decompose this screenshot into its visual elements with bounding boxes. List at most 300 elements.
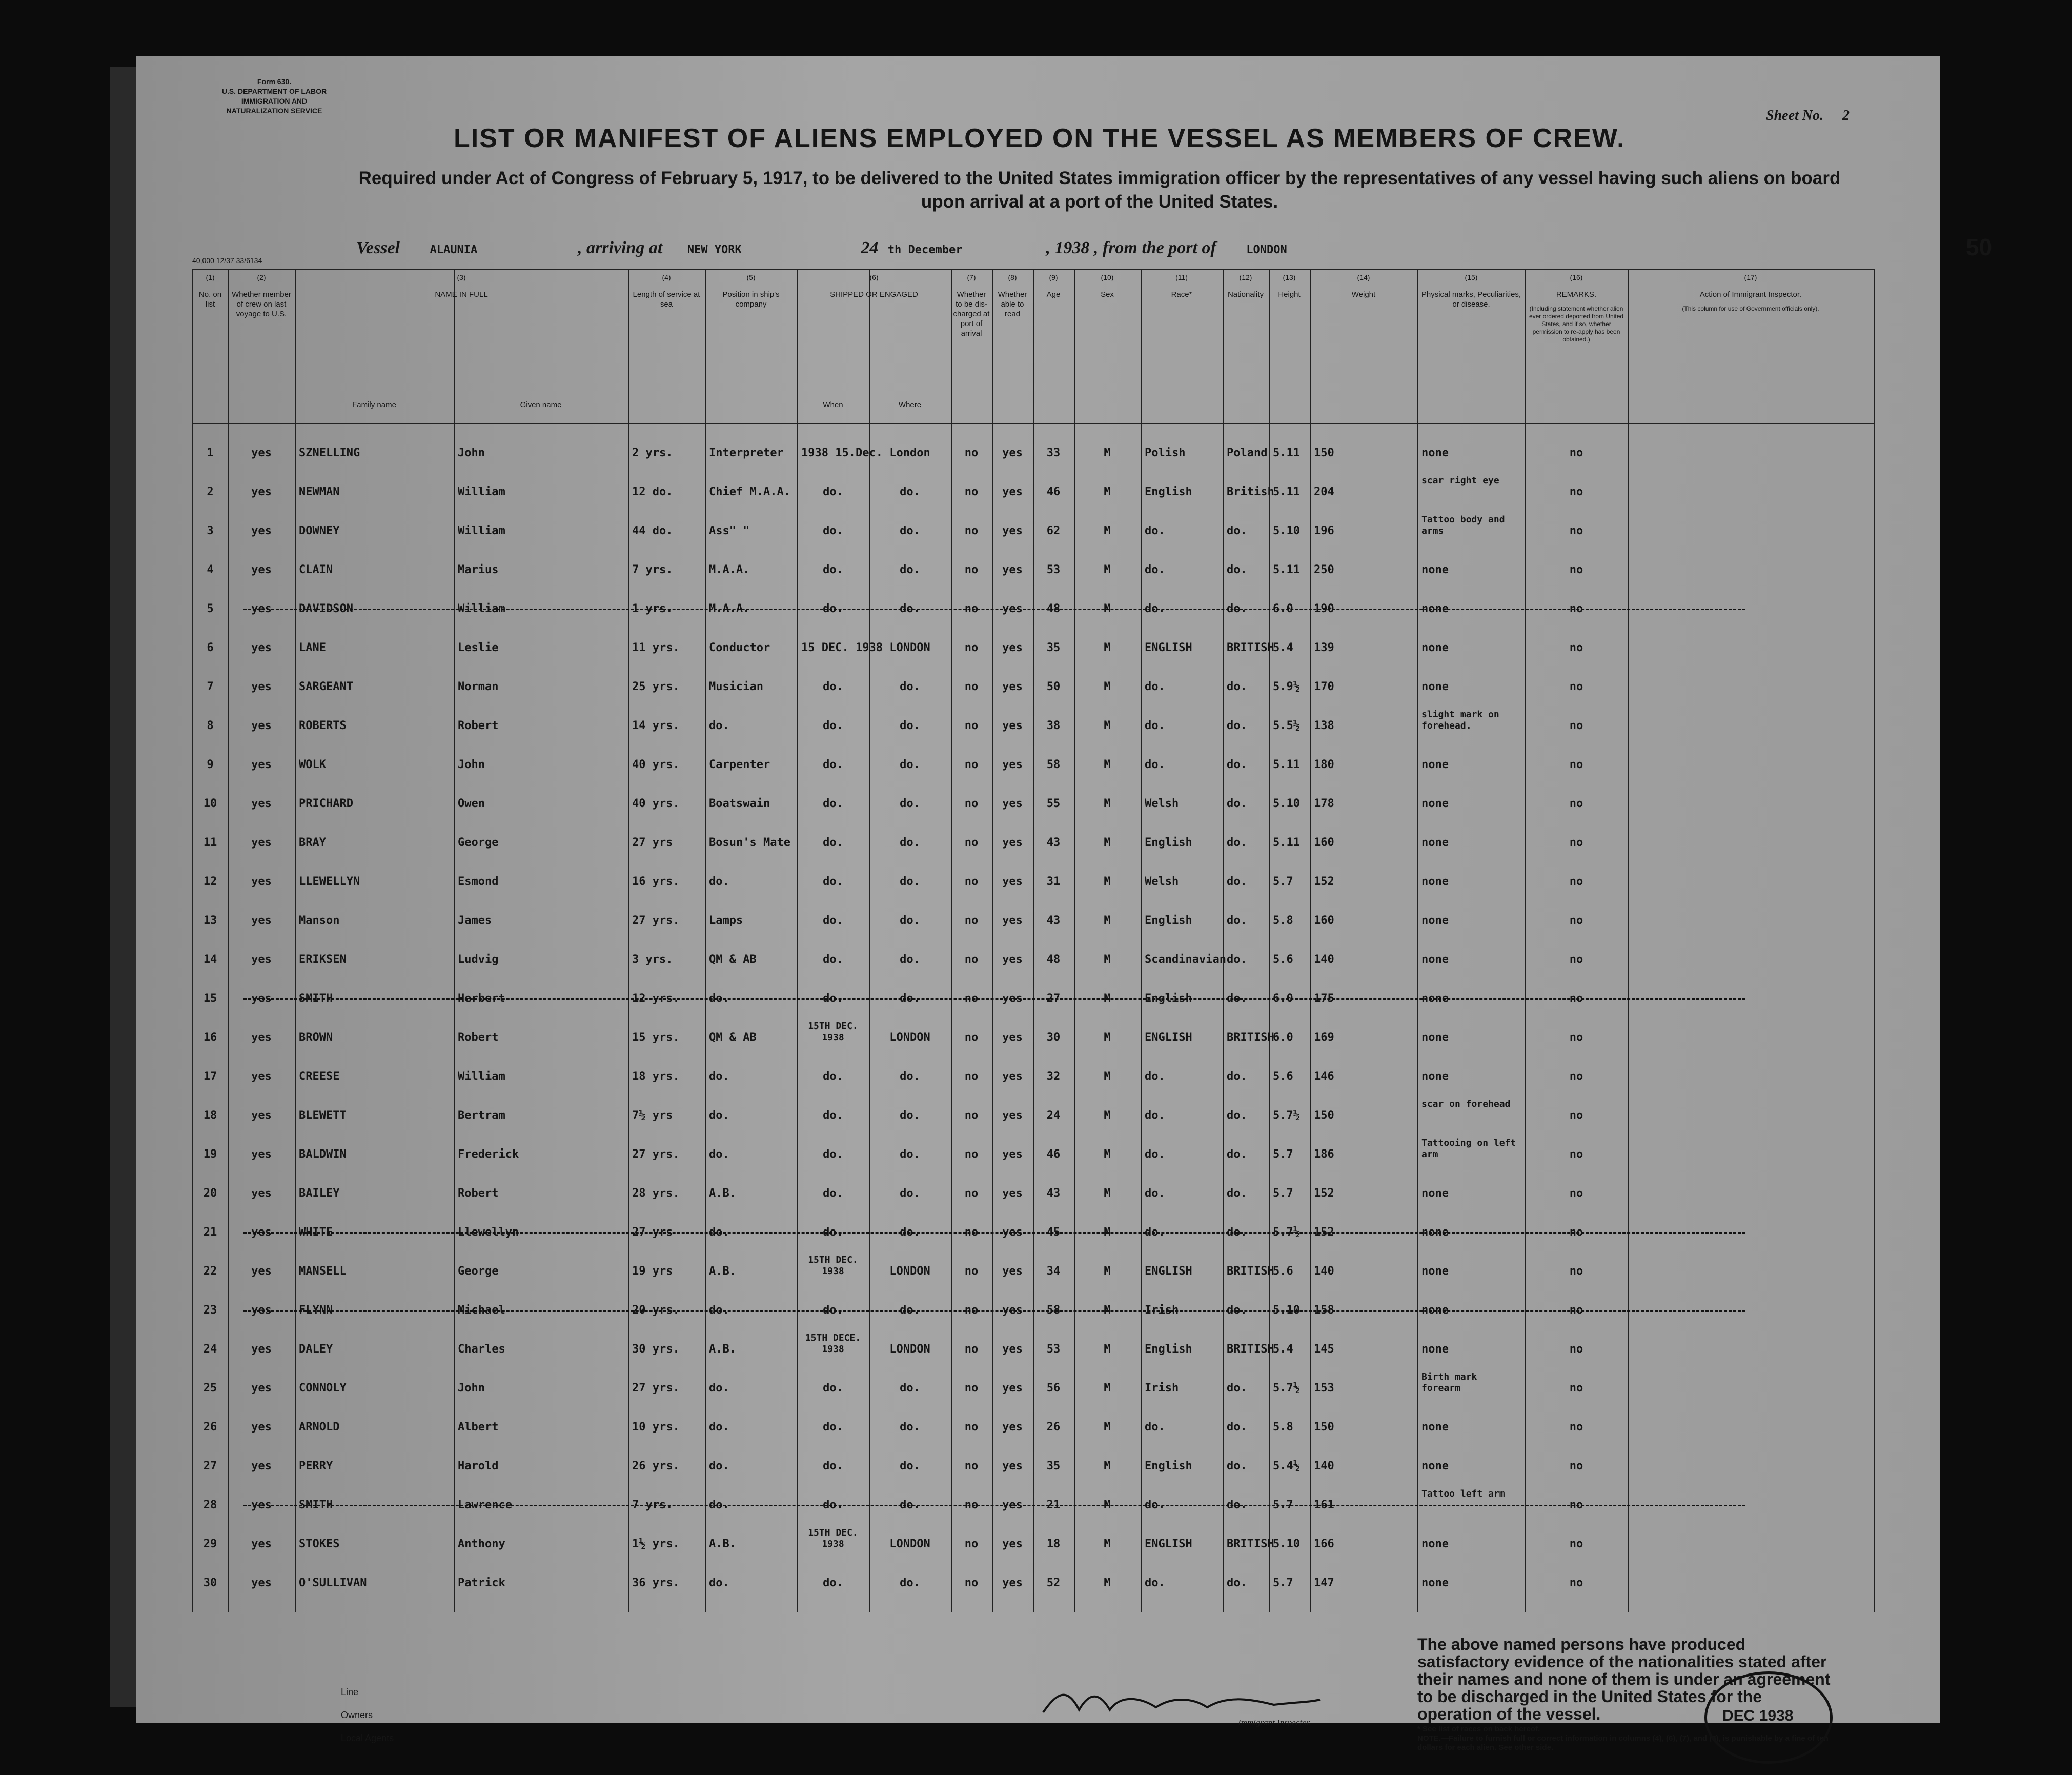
table-row xyxy=(192,1252,1874,1290)
cell-last: yes xyxy=(251,797,272,810)
cell-given: Owen xyxy=(458,797,485,810)
cell-disch: no xyxy=(964,602,979,615)
cell-remarks: no xyxy=(1569,602,1583,615)
cell-position: Conductor xyxy=(709,641,770,654)
cell-race: English xyxy=(1145,836,1192,849)
cell-race: do. xyxy=(1145,680,1165,693)
cell-where: do. xyxy=(900,1421,920,1434)
cell-age: 35 xyxy=(1046,641,1061,654)
cell-read: yes xyxy=(1002,1187,1023,1200)
table-row xyxy=(192,433,1874,472)
cell-height: 5.10 xyxy=(1273,1304,1300,1317)
cell-given: Robert xyxy=(458,1031,499,1044)
cell-weight: 140 xyxy=(1314,953,1334,966)
cell-family: CONNOLY xyxy=(299,1382,347,1395)
cell-sex: M xyxy=(1104,641,1111,654)
cell-last: yes xyxy=(251,1304,272,1317)
cell-nat: do. xyxy=(1227,1226,1247,1239)
cell-position: Ass" " xyxy=(709,525,750,537)
table-row xyxy=(192,1213,1874,1252)
cell-where: do. xyxy=(900,1382,920,1395)
table-row xyxy=(192,940,1874,979)
column-number: (11) xyxy=(1175,273,1188,281)
cell-read: yes xyxy=(1002,1460,1023,1473)
cell-no: 11 xyxy=(203,836,217,849)
cell-last: yes xyxy=(251,447,272,459)
cell-read: yes xyxy=(1002,447,1023,459)
cell-given: John xyxy=(458,1382,485,1395)
cell-disch: no xyxy=(964,1070,979,1083)
cell-race: do. xyxy=(1145,1070,1165,1083)
cell-sex: M xyxy=(1104,1031,1111,1044)
cell-remarks: no xyxy=(1569,1499,1583,1511)
cell-where: do. xyxy=(900,525,920,537)
cell-weight: 147 xyxy=(1314,1577,1334,1589)
column-header: Whether member of crew on last voyage to U.S. xyxy=(232,290,291,318)
cell-age: 43 xyxy=(1046,1187,1061,1200)
cell-height: 5.4½ xyxy=(1273,1460,1300,1473)
table-row xyxy=(192,472,1874,511)
cell-no: 21 xyxy=(203,1226,217,1239)
cell-position: Carpenter xyxy=(709,758,770,771)
cell-family: BROWN xyxy=(299,1031,333,1044)
cell-marks: none xyxy=(1421,1460,1449,1473)
cell-family: WOLK xyxy=(299,758,326,771)
departure-port: LONDON xyxy=(1246,244,1287,256)
cell-marks: none xyxy=(1421,797,1449,810)
cell-no: 17 xyxy=(203,1070,217,1083)
cell-family: BALDWIN xyxy=(299,1148,347,1161)
cell-position: do. xyxy=(709,1577,729,1589)
column-number: (3) xyxy=(457,273,466,281)
cell-last: yes xyxy=(251,525,272,537)
cell-when: do. xyxy=(823,992,843,1005)
cell-marks: none xyxy=(1421,992,1449,1005)
cell-read: yes xyxy=(1002,797,1023,810)
cell-last: yes xyxy=(251,1070,272,1083)
cell-age: 35 xyxy=(1046,1460,1061,1473)
year-digit: 8 xyxy=(1081,238,1090,257)
cell-family: BLEWETT xyxy=(299,1109,347,1122)
cell-age: 27 xyxy=(1046,992,1061,1005)
cell-service: 30 yrs. xyxy=(632,1343,680,1356)
cell-race: Welsh xyxy=(1145,797,1179,810)
cell-weight: 204 xyxy=(1314,486,1334,498)
cell-last: yes xyxy=(251,992,272,1005)
cell-when: do. xyxy=(823,525,843,537)
cell-last: yes xyxy=(251,1577,272,1589)
cell-when: do. xyxy=(823,602,843,615)
cell-last: yes xyxy=(251,1148,272,1161)
table-rule xyxy=(192,269,1874,270)
column-header: Whether able to read xyxy=(998,290,1027,318)
cell-age: 33 xyxy=(1046,447,1061,459)
cell-service: 19 yrs xyxy=(632,1265,673,1278)
cell-age: 34 xyxy=(1046,1265,1061,1278)
cell-no: 27 xyxy=(203,1460,217,1473)
footer-labels xyxy=(341,1687,394,1756)
cell-age: 56 xyxy=(1046,1382,1061,1395)
cell-position: Bosun's Mate xyxy=(709,836,790,849)
cell-last: yes xyxy=(251,486,272,498)
cell-sex: M xyxy=(1104,1577,1111,1589)
cell-age: 32 xyxy=(1046,1070,1061,1083)
cell-marks: none xyxy=(1421,1538,1449,1550)
cell-last: yes xyxy=(251,836,272,849)
cell-position: do. xyxy=(709,1499,729,1511)
cell-age: 30 xyxy=(1046,1031,1061,1044)
cell-sex: M xyxy=(1104,1148,1111,1161)
vessel-name: ALAUNIA xyxy=(430,244,478,256)
cell-disch: no xyxy=(964,914,979,927)
cell-position: Musician xyxy=(709,680,763,693)
cell-weight: 152 xyxy=(1314,1226,1334,1239)
cell-no: 12 xyxy=(203,875,217,888)
table-row xyxy=(192,550,1874,589)
cell-remarks: no xyxy=(1569,758,1583,771)
cell-service: 18 yrs. xyxy=(632,1070,680,1083)
cell-weight: 160 xyxy=(1314,836,1334,849)
column-header: Race* xyxy=(1171,290,1192,299)
cell-when: 15TH DECE. 1938 xyxy=(805,1333,861,1355)
cell-family: LANE xyxy=(299,641,326,654)
cell-no: 30 xyxy=(203,1577,217,1589)
cell-height: 5.11 xyxy=(1273,486,1300,498)
cell-read: yes xyxy=(1002,1031,1023,1044)
column-header: Sex xyxy=(1101,290,1114,299)
cell-service: 15 yrs. xyxy=(632,1031,680,1044)
cell-last: yes xyxy=(251,1343,272,1356)
cell-where: LONDON xyxy=(889,1031,930,1044)
arrival-port: NEW YORK xyxy=(687,244,742,256)
cell-given: Herbert xyxy=(458,992,505,1005)
cell-remarks: no xyxy=(1569,719,1583,732)
cell-nat: Poland xyxy=(1227,447,1268,459)
cell-last: yes xyxy=(251,1538,272,1550)
cell-given: Michael xyxy=(458,1304,505,1317)
cell-read: yes xyxy=(1002,1304,1023,1317)
cell-remarks: no xyxy=(1569,486,1583,498)
cell-family: CLAIN xyxy=(299,563,333,576)
cell-race: English xyxy=(1145,1343,1192,1356)
cell-marks: none xyxy=(1421,914,1449,927)
cell-read: yes xyxy=(1002,1265,1023,1278)
cell-age: 24 xyxy=(1046,1109,1061,1122)
cell-given: Lawrence xyxy=(458,1499,512,1511)
cell-nat: do. xyxy=(1227,758,1247,771)
cell-last: yes xyxy=(251,1109,272,1122)
cell-marks: scar right eye xyxy=(1421,475,1499,486)
cell-read: yes xyxy=(1002,1382,1023,1395)
sheet-number xyxy=(1766,108,1850,124)
inspector-label: Immigrant Inspector. xyxy=(1238,1718,1311,1727)
cell-service: 40 yrs. xyxy=(632,797,680,810)
cell-given: Bertram xyxy=(458,1109,505,1122)
cell-read: yes xyxy=(1002,1577,1023,1589)
vessel-line xyxy=(356,238,1400,258)
cell-sex: M xyxy=(1104,1187,1111,1200)
cell-where: do. xyxy=(900,875,920,888)
arrival-day: 24 xyxy=(861,238,879,257)
cell-height: 5.7 xyxy=(1273,1499,1293,1511)
cell-service: 36 yrs. xyxy=(632,1577,680,1589)
cell-sex: M xyxy=(1104,1070,1111,1083)
cell-given: Ludvig xyxy=(458,953,499,966)
cell-height: 5.6 xyxy=(1273,1265,1293,1278)
cell-service: 10 yrs. xyxy=(632,1421,680,1434)
cell-service: 26 yrs. xyxy=(632,1460,680,1473)
cell-remarks: no xyxy=(1569,953,1583,966)
column-header: Position in ship's company xyxy=(722,290,780,309)
cell-sex: M xyxy=(1104,602,1111,615)
cell-weight: 170 xyxy=(1314,680,1334,693)
cell-remarks: no xyxy=(1569,1070,1583,1083)
cell-marks: none xyxy=(1421,1577,1449,1589)
cell-position: do. xyxy=(709,1109,729,1122)
cell-sex: M xyxy=(1104,1421,1111,1434)
arriving-label: , arriving at xyxy=(578,238,663,257)
cell-nat: do. xyxy=(1227,1109,1247,1122)
cell-race: do. xyxy=(1145,602,1165,615)
cell-height: 5.11 xyxy=(1273,836,1300,849)
cell-given: Leslie xyxy=(458,641,499,654)
cell-position: QM & AB xyxy=(709,953,757,966)
cell-remarks: no xyxy=(1569,563,1583,576)
cell-race: Irish xyxy=(1145,1382,1179,1395)
cell-disch: no xyxy=(964,992,979,1005)
cell-remarks: no xyxy=(1569,1187,1583,1200)
cell-where: London xyxy=(889,447,930,459)
cell-weight: 160 xyxy=(1314,914,1334,927)
race-note: * See list of races on back hereof. xyxy=(1417,1725,1540,1733)
cell-service: 7 yrs. xyxy=(632,563,673,576)
cell-when: do. xyxy=(823,914,843,927)
cell-family: CREESE xyxy=(299,1070,340,1083)
cell-read: yes xyxy=(1002,1148,1023,1161)
cell-read: yes xyxy=(1002,641,1023,654)
cell-nat: do. xyxy=(1227,602,1247,615)
cell-remarks: no xyxy=(1569,447,1583,459)
cell-no: 1 xyxy=(207,447,214,459)
cell-disch: no xyxy=(964,486,979,498)
cell-remarks: no xyxy=(1569,1148,1583,1161)
cell-race: do. xyxy=(1145,758,1165,771)
cell-when: do. xyxy=(823,1187,843,1200)
cell-family: ARNOLD xyxy=(299,1421,340,1434)
cell-service: 12 do. xyxy=(632,486,673,498)
cell-race: English xyxy=(1145,1460,1192,1473)
table-row xyxy=(192,667,1874,706)
cell-no: 2 xyxy=(207,486,214,498)
cell-disch: no xyxy=(964,1265,979,1278)
cell-no: 13 xyxy=(203,914,217,927)
from-label: , from the port of xyxy=(1093,238,1216,257)
table-row xyxy=(192,979,1874,1018)
cell-no: 16 xyxy=(203,1031,217,1044)
cell-marks: none xyxy=(1421,1070,1449,1083)
table-row xyxy=(192,1524,1874,1563)
table-row xyxy=(192,1135,1874,1174)
cell-position: do. xyxy=(709,1421,729,1434)
cell-marks: none xyxy=(1421,680,1449,693)
column-number: (13) xyxy=(1283,273,1296,281)
cell-disch: no xyxy=(964,1382,979,1395)
column-number: (14) xyxy=(1357,273,1370,281)
cell-race: do. xyxy=(1145,563,1165,576)
cell-where: do. xyxy=(900,1109,920,1122)
cell-read: yes xyxy=(1002,1499,1023,1511)
vessel-label: Vessel xyxy=(356,238,400,257)
cell-sex: M xyxy=(1104,719,1111,732)
cell-disch: no xyxy=(964,1187,979,1200)
cell-disch: no xyxy=(964,525,979,537)
cell-read: yes xyxy=(1002,914,1023,927)
cell-read: yes xyxy=(1002,758,1023,771)
cell-where: LONDON xyxy=(889,1343,930,1356)
cell-weight: 169 xyxy=(1314,1031,1334,1044)
sheet-label: Sheet No. xyxy=(1766,108,1823,124)
cell-disch: no xyxy=(964,1031,979,1044)
cell-family: NEWMAN xyxy=(299,486,340,498)
cell-marks: Birth mark forearm xyxy=(1421,1371,1477,1394)
cell-last: yes xyxy=(251,1460,272,1473)
cell-last: yes xyxy=(251,641,272,654)
office-stamp xyxy=(1704,1671,1833,1764)
cell-marks: none xyxy=(1421,953,1449,966)
cell-position: A.B. xyxy=(709,1343,736,1356)
cell-no: 26 xyxy=(203,1421,217,1434)
cell-marks: slight mark on forehead. xyxy=(1421,709,1499,731)
cell-sex: M xyxy=(1104,836,1111,849)
column-number: (10) xyxy=(1101,273,1114,281)
cell-nat: do. xyxy=(1227,1148,1247,1161)
cell-no: 20 xyxy=(203,1187,217,1200)
cell-height: 5.10 xyxy=(1273,1538,1300,1550)
cell-family: ERIKSEN xyxy=(299,953,347,966)
cell-last: yes xyxy=(251,1382,272,1395)
cell-service: 27 yrs xyxy=(632,1226,673,1239)
column-header: Whether to be dis-charged at port of arrival xyxy=(953,290,990,338)
cell-height: 5.4 xyxy=(1273,1343,1293,1356)
column-number: (17) xyxy=(1744,273,1757,281)
column-number: (6) xyxy=(869,273,879,281)
cell-nat: do. xyxy=(1227,797,1247,810)
column-number: (4) xyxy=(662,273,671,281)
cell-marks: Tattoo body and arms xyxy=(1421,514,1505,536)
cell-given: John xyxy=(458,447,485,459)
cell-age: 46 xyxy=(1046,1148,1061,1161)
cell-race: do. xyxy=(1145,1226,1165,1239)
column-header: REMARKS. xyxy=(1556,290,1597,299)
table-row xyxy=(192,706,1874,745)
cell-no: 22 xyxy=(203,1265,217,1278)
cell-given: Anthony xyxy=(458,1538,505,1550)
cell-when: 1938 15.Dec. xyxy=(801,447,883,459)
cell-last: yes xyxy=(251,1187,272,1200)
column-subheader: Where xyxy=(898,400,922,409)
cell-height: 5.7 xyxy=(1273,1148,1293,1161)
cell-family: DALEY xyxy=(299,1343,333,1356)
table-row xyxy=(192,784,1874,823)
cell-when: do. xyxy=(823,1226,843,1239)
cell-disch: no xyxy=(964,1538,979,1550)
column-number: (7) xyxy=(967,273,976,281)
table-row xyxy=(192,1329,1874,1368)
cell-service: 27 yrs. xyxy=(632,1148,680,1161)
table-row xyxy=(192,589,1874,628)
cell-sex: M xyxy=(1104,797,1111,810)
page-number: 50 xyxy=(1966,234,1993,260)
cell-when: 15TH DEC. 1938 xyxy=(808,1527,858,1549)
cell-marks: none xyxy=(1421,836,1449,849)
cell-nat: do. xyxy=(1227,525,1247,537)
cell-read: yes xyxy=(1002,875,1023,888)
cell-when: do. xyxy=(823,1460,843,1473)
cell-given: Patrick xyxy=(458,1577,505,1589)
column-number: (1) xyxy=(206,273,215,281)
cell-disch: no xyxy=(964,1343,979,1356)
cell-position: A.B. xyxy=(709,1265,736,1278)
cell-remarks: no xyxy=(1569,1538,1583,1550)
cell-when: do. xyxy=(823,836,843,849)
cell-when: do. xyxy=(823,1577,843,1589)
cell-nat: BRITISH xyxy=(1227,641,1274,654)
cell-service: 1½ yrs. xyxy=(632,1538,680,1550)
column-header: No. on list xyxy=(198,290,222,309)
cell-age: 62 xyxy=(1046,525,1061,537)
cell-read: yes xyxy=(1002,1421,1023,1434)
cell-sex: M xyxy=(1104,563,1111,576)
cell-nat: do. xyxy=(1227,914,1247,927)
cell-read: yes xyxy=(1002,1226,1023,1239)
cell-given: William xyxy=(458,486,505,498)
cell-disch: no xyxy=(964,1499,979,1511)
cell-family: DOWNEY xyxy=(299,525,340,537)
cell-race: English xyxy=(1145,992,1192,1005)
cell-service: 2 yrs. xyxy=(632,447,673,459)
cell-where: do. xyxy=(900,992,920,1005)
cell-position: do. xyxy=(709,1304,729,1317)
cell-read: yes xyxy=(1002,1538,1023,1550)
cell-when: do. xyxy=(823,1148,843,1161)
cell-nat: BRITISH xyxy=(1227,1538,1274,1550)
cell-height: 5.9½ xyxy=(1273,680,1300,693)
cell-last: yes xyxy=(251,953,272,966)
binding-shadow xyxy=(110,67,136,1707)
year-label: , 193 xyxy=(1046,238,1081,257)
cell-sex: M xyxy=(1104,1265,1111,1278)
cell-family: LLEWELLYN xyxy=(299,875,360,888)
cell-given: John xyxy=(458,758,485,771)
owners-label: Owners xyxy=(341,1710,373,1720)
page-subtitle: Required under Act of Congress of February 5, 1917, to be delivered to the United States immigration officer by the representatives of any vessel having such aliens on board upon arrival at a port of the United States. xyxy=(358,168,1841,212)
cell-disch: no xyxy=(964,1148,979,1161)
cell-where: do. xyxy=(900,797,920,810)
column-rule xyxy=(1874,269,1875,1612)
cell-height: 5.5½ xyxy=(1273,719,1300,732)
cell-remarks: no xyxy=(1569,1460,1583,1473)
cell-where: do. xyxy=(900,680,920,693)
cell-position: do. xyxy=(709,1226,729,1239)
cell-read: yes xyxy=(1002,719,1023,732)
cell-when: do. xyxy=(823,680,843,693)
cell-race: Welsh xyxy=(1145,875,1179,888)
cell-weight: 161 xyxy=(1314,1499,1334,1511)
cell-height: 6.0 xyxy=(1273,602,1293,615)
form-number: 40,000 12/37 33/6134 xyxy=(192,256,262,265)
cell-race: do. xyxy=(1145,525,1165,537)
stamp-date: DEC 1938 xyxy=(1722,1707,1794,1724)
